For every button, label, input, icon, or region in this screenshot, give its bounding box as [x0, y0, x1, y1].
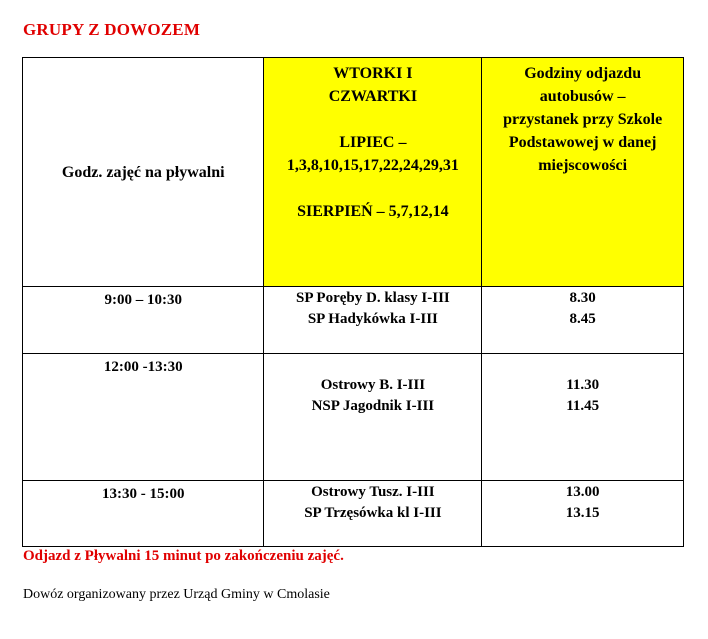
header-days-july: LIPIEC –: [339, 134, 407, 151]
groups-cell: [264, 481, 482, 547]
table-header-row: [23, 58, 684, 287]
group-name: NSP Jagodnik I-III: [311, 398, 435, 414]
header-bus-line-3: przystanek przy Szkole: [503, 111, 663, 128]
departure-time: 11.30: [566, 377, 600, 393]
departure-time: 8.30: [569, 290, 596, 306]
group-name: SP Trzęsówka kl I-III: [304, 505, 442, 521]
table-row: [23, 354, 684, 481]
group-name: SP Poręby D. klasy I-III: [295, 290, 450, 306]
header-cell-days: [264, 58, 482, 287]
departure-time: 8.45: [569, 311, 596, 327]
departure-time: 11.45: [566, 398, 600, 414]
header-bus-line-1: Godziny odjazdu: [524, 65, 642, 82]
departure-time: 13.15: [565, 505, 600, 521]
departure-notice: Odjazd z Pływalni 15 minut po zakończeniu zajęć.: [23, 548, 344, 564]
schedule-table: [22, 57, 684, 547]
time-slot-cell: 13:30 - 15:00: [23, 481, 264, 547]
groups-cell: [264, 287, 482, 354]
header-cell-bus-departure: [482, 58, 684, 287]
header-bus-line-5: miejscowości: [538, 157, 628, 174]
time-slot-cell: 9:00 – 10:30: [23, 287, 264, 354]
departure-times-cell: [482, 354, 684, 481]
group-name: Ostrowy B. I-III: [320, 377, 426, 393]
page-title: GRUPY Z DOWOZEM: [23, 20, 201, 39]
header-days-line-1: WTORKI I: [333, 65, 413, 82]
header-bus-line-4: Podstawowej w danej: [508, 134, 657, 151]
table-row: [23, 481, 684, 547]
departure-times-cell: [482, 481, 684, 547]
groups-cell: [264, 354, 482, 481]
header-bus-line-2: autobusów –: [539, 88, 626, 105]
organizer-footer: Dowóz organizowany przez Urząd Gminy w Cmolasie: [23, 587, 330, 602]
header-days-july-dates: 1,3,8,10,15,17,22,24,29,31: [286, 157, 459, 174]
group-name: Ostrowy Tusz. I-III: [311, 484, 435, 500]
departure-time: 13.00: [565, 484, 600, 500]
header-days-line-2: CZWARTKI: [328, 88, 418, 105]
table-row: [23, 287, 684, 354]
departure-times-cell: [482, 287, 684, 354]
group-name: SP Hadykówka I-III: [307, 311, 438, 327]
header-days-august: SIERPIEŃ – 5,7,12,14: [297, 203, 449, 220]
header-cell-pool-hours: Godz. zajęć na pływalni: [23, 58, 264, 287]
time-slot-cell: 12:00 -13:30: [23, 354, 264, 481]
